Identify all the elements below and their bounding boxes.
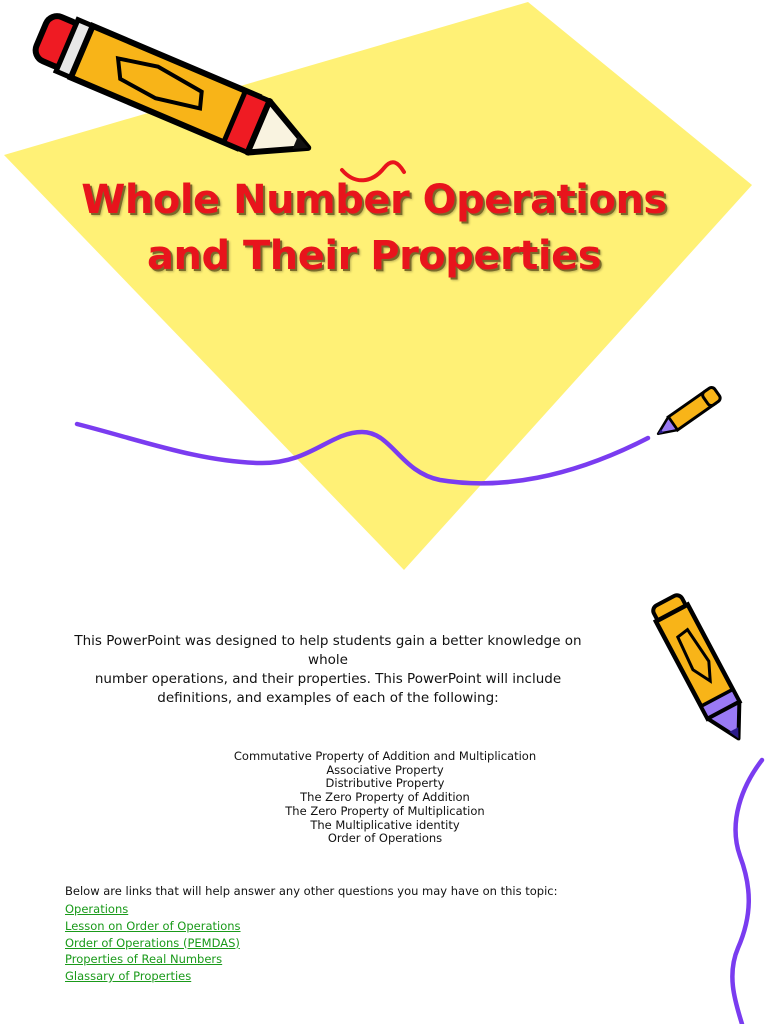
topic-item: Distributive Property <box>325 776 445 791</box>
link-item <box>65 951 241 968</box>
link-order-of-operations-pemdas[interactable]: Order of Operations (PEMDAS) <box>65 935 240 950</box>
intro-paragraph <box>58 632 598 708</box>
intro-line-2: number operations, and their properties. This PowerPoint will include <box>94 671 562 687</box>
link-glossary-properties[interactable]: Glassary of Properties <box>65 969 192 984</box>
links-list <box>65 901 241 985</box>
link-properties-real-numbers[interactable]: Properties of Real Numbers <box>65 952 223 967</box>
topic-item: The Multiplicative identity <box>310 817 460 832</box>
topics-list <box>110 750 660 846</box>
slide-title <box>40 172 708 284</box>
small-pencil-icon <box>654 386 722 440</box>
link-item <box>65 935 241 952</box>
topic-item: The Zero Property of Addition <box>300 790 470 805</box>
link-operations[interactable]: Operations <box>65 902 129 916</box>
link-item <box>65 901 241 918</box>
link-item <box>65 918 241 935</box>
intro-line-3: definitions, and examples of each of the following: <box>157 690 499 706</box>
topic-item: Associative Property <box>326 762 444 777</box>
topic-item: Commutative Property of Addition and Multiplication <box>233 749 537 763</box>
topic-item: The Zero Property of Multiplication <box>285 803 485 818</box>
link-lesson-order-of-operations[interactable]: Lesson on Order of Operations <box>65 918 241 933</box>
topic-item: Order of Operations <box>327 831 443 846</box>
purple-vertical-squiggle <box>732 760 762 1024</box>
intro-line-1: This PowerPoint was designed to help students gain a better knowledge on whole <box>74 633 582 668</box>
intro-slide <box>0 576 768 1024</box>
vertical-pencil-icon <box>649 592 754 747</box>
title-line-2: and Their Properties <box>146 233 602 279</box>
title-line-1: Whole Number Operations <box>81 177 667 223</box>
link-item <box>65 968 241 985</box>
links-intro-text: Below are links that will help answer any other questions you may have on this topic: <box>65 884 558 898</box>
